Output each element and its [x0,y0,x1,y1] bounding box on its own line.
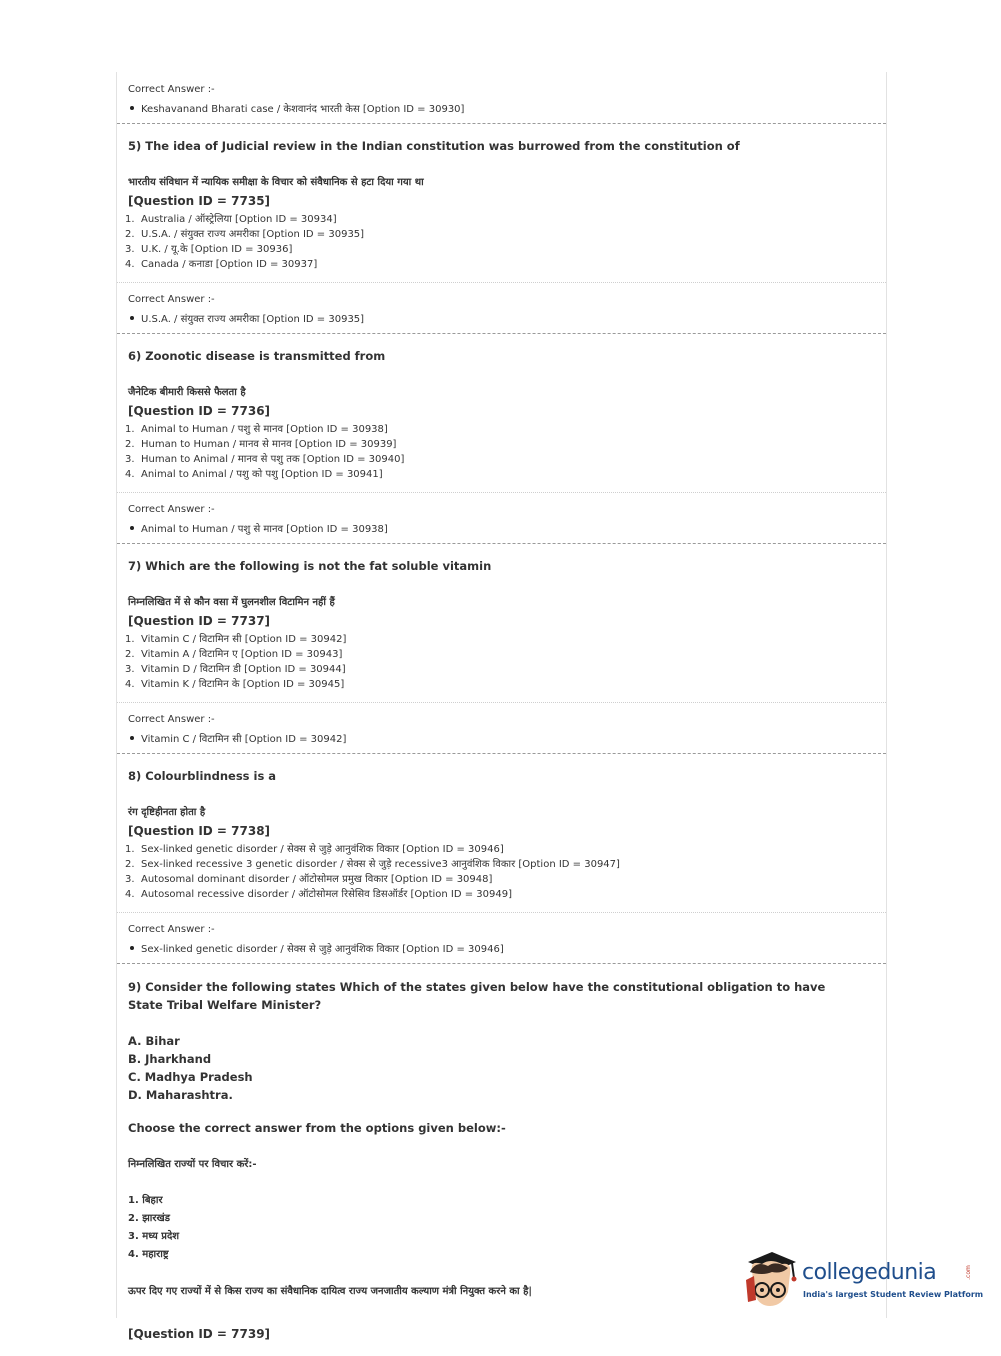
hindi-state-item: 1. बिहार [128,1195,163,1206]
option: 3. Human to Animal / मानव से पशु तक [Option ID = 30940] [125,454,405,465]
state-item: B. Jharkhand [128,1052,212,1066]
option: 1. Australia / ऑस्ट्रेलिया [Option ID = 30934] [125,214,337,225]
question-title: 7) Which are the following is not the fat soluble vitamin [128,559,492,573]
question-hindi: भारतीय संविधान में न्यायिक समीक्षा के विचार को संवैधानिक से हटा दिया गया था [128,177,424,188]
answer-item: Vitamin C / विटामिन सी [Option ID = 30942] [128,731,875,745]
option: 4. Vitamin K / विटामिन के [Option ID = 30945] [125,679,345,690]
question-8 [117,754,886,912]
option: 1. Vitamin C / विटामिन सी [Option ID = 30942] [125,634,347,645]
option: 4. Autosomal recessive disorder / ऑटोसोमल रिसेसिव डिसऑर्डर [Option ID = 30949] [125,889,513,900]
answer-label: Correct Answer :- [128,84,215,95]
answer-item: Sex-linked genetic disorder / सेक्स से जुड़े आनुवंशिक विकार [Option ID = 30946] [128,941,875,955]
answer-item: Animal to Human / पशु से मानव [Option ID = 30938] [128,521,875,535]
question-hindi: रंग दृष्टिहीनता होता है [128,807,206,818]
question-id: [Question ID = 7738] [128,824,271,838]
question-title: 6) Zoonotic disease is transmitted from [128,349,386,363]
option: 3. Vitamin D / विटामिन डी [Option ID = 30944] [125,664,346,675]
question-hindi: जैनेटिक बीमारी किससे फैलता है [128,387,246,398]
bullet-icon [130,106,134,110]
q4-answer-section [117,72,886,124]
option: 4. Canada / कनाडा [Option ID = 30937] [125,259,318,270]
state-item: C. Madhya Pradesh [128,1070,253,1084]
option: 2. Human to Human / मानव से मानव [Option ID = 30939] [125,439,397,450]
option: 2. U.S.A. / संयुक्त राज्य अमरीका [Option ID = 30935] [125,229,365,240]
logo-tagline: India's largest Student Review Platform [803,1290,984,1299]
option: 2. Sex-linked recessive 3 genetic disorder / सेक्स से जुड़े recessive3 आनुवंशिक विकार [Option ID = 30947] [125,859,620,870]
option: 3. Autosomal dominant disorder / ऑटोसोमल प्रमुख विकार [Option ID = 30948] [125,874,493,885]
answer-item: Keshavanand Bharati case / केशवानंद भारती केस [Option ID = 30930] [128,101,875,115]
question-id: [Question ID = 7739] [128,1327,271,1341]
instruction-text: Choose the correct answer from the options given below:- [128,1121,506,1135]
hindi-state-item: 4. महाराष्ट्र [128,1249,169,1260]
option: 2. Vitamin A / विटामिन ए [Option ID = 30943] [125,649,343,660]
q5-answer-section [117,282,886,334]
mascot-icon [742,1250,802,1310]
q8-answer-section [117,912,886,964]
state-item: D. Maharashtra. [128,1088,233,1102]
logo-name: collegedunia [802,1260,937,1285]
q6-answer-section [117,492,886,544]
question-id: [Question ID = 7737] [128,614,271,628]
option: 1. Sex-linked genetic disorder / सेक्स से जुड़े आनुवंशिक विकार [Option ID = 30946] [125,844,504,855]
option: 3. U.K. / यू.के [Option ID = 30936] [125,244,293,255]
option: 4. Animal to Animal / पशु को पशु [Option ID = 30941] [125,469,383,480]
logo-suffix: .com [964,1265,972,1280]
hindi-state-item: 3. मध्य प्रदेश [128,1231,180,1242]
hindi-state-item: 2. झारखंड [128,1213,171,1224]
question-title: 8) Colourblindness is a [128,769,277,783]
bullet-icon [130,946,134,950]
question-6 [117,334,886,492]
question-5 [117,124,886,282]
question-7 [117,544,886,702]
answer-label: Correct Answer :- [128,294,215,305]
question-id: [Question ID = 7735] [128,194,271,208]
question-id: [Question ID = 7736] [128,404,271,418]
answer-label: Correct Answer :- [128,924,215,935]
option: 1. Animal to Human / पशु से मानव [Option ID = 30938] [125,424,388,435]
question-hindi: निम्नलिखित में से कौन वसा में घुलनशील विटामिन नहीं हैं [128,597,335,608]
question-title: 9) Consider the following states Which of the states given below have the constitutional obligation to have State Tribal Welfare Minister? [128,980,826,1012]
state-item: A. Bihar [128,1034,180,1048]
q7-answer-section [117,702,886,754]
exam-page [116,72,887,1341]
collegedunia-logo [742,1250,984,1314]
answer-label: Correct Answer :- [128,714,215,725]
state-list [128,1032,875,1104]
bullet-icon [130,316,134,320]
hindi-question: ऊपर दिए गए राज्यों में से किस राज्य का संवैधानिक दायित्व राज्य जनजातीय कल्याण मंत्री नियुक्त करने का है| [128,1286,533,1297]
question-title: 5) The idea of Judicial review in the Indian constitution was burrowed from the constitution of [128,139,740,153]
bullet-icon [130,526,134,530]
answer-label: Correct Answer :- [128,504,215,515]
hindi-intro: निम्नलिखित राज्यों पर विचार करें:- [128,1159,257,1170]
bullet-icon [130,736,134,740]
answer-item: U.S.A. / संयुक्त राज्य अमरीका [Option ID = 30935] [128,311,875,325]
